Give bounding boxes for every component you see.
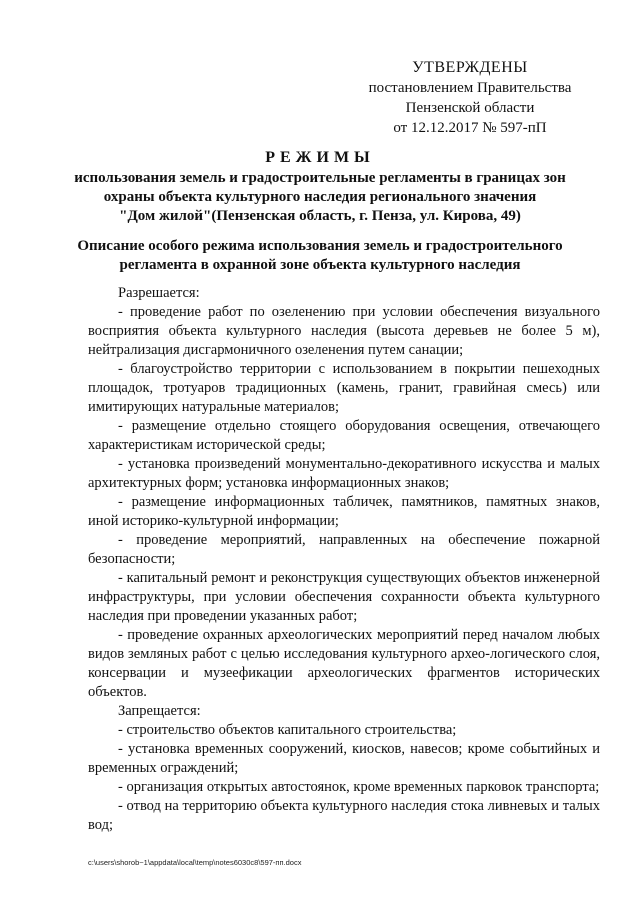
approval-line: Пензенской области <box>405 100 535 116</box>
title-line: "Дом жилой"(Пензенская область, г. Пенза, ул. Кирова, 49) <box>119 208 521 224</box>
list-item: - организация открытых автостоянок, кроме временных парковок транспорта; <box>118 779 600 795</box>
list-item: - проведение мероприятий, направленных на обеспечение пожарной безопасности; <box>88 532 600 567</box>
title-line: использования земель и градостроительные регламенты в границах зон <box>74 170 566 186</box>
subtitle-line: регламента в охранной зоне объекта культурного наследия <box>119 257 521 273</box>
title-line: охраны объекта культурного наследия регионального значения <box>103 189 537 205</box>
list-item: - строительство объектов капитального строительства; <box>118 722 457 738</box>
subtitle-line: Описание особого режима использования земель и градостроительного <box>77 238 563 254</box>
list-item: - размещение отдельно стоящего оборудования освещения, отвечающего характеристикам исторической среды; <box>88 418 600 453</box>
approval-line: постановлением Правительства <box>368 80 572 96</box>
title-heading: РЕЖИМЫ <box>265 149 375 166</box>
document-body <box>88 284 600 835</box>
approval-date: от 12.12.2017 № 597-пП <box>393 120 547 136</box>
list-item: - отвод на территорию объекта культурного наследия стока ливневых и талых вод; <box>88 798 600 833</box>
approval-block <box>345 58 595 138</box>
section-subtitle <box>60 237 580 275</box>
approval-title: УТВЕРЖДЕНЫ <box>412 59 528 76</box>
list-item: - размещение информационных табличек, памятников, памятных знаков, иной историко-культурной информации; <box>88 494 600 529</box>
prohibited-header: Запрещается: <box>118 703 201 719</box>
allowed-header: Разрешается: <box>118 285 200 301</box>
list-item: - благоустройство территории с использованием в покрытии пешеходных площадок, тротуаров традиционных (камень, гранит, гравийная смесь) или имитирующих натуральные материалов; <box>88 361 600 415</box>
document-title <box>60 148 580 226</box>
list-item: - установка произведений монументально-декоративного искусства и малых архитектурных форм; установка информационных знаков; <box>88 456 600 491</box>
list-item: - капитальный ремонт и реконструкция существующих объектов инженерной инфраструктуры, при условии обеспечения сохранности объекта культурного наследия при проведении указанных работ; <box>88 570 600 624</box>
file-path-footer: c:\users\shorob~1\appdata\local\temp\notes6030c8\597-пп.docx <box>88 858 302 867</box>
list-item: - проведение работ по озеленению при условии обеспечения визуального восприятия объекта культурного наследия (высота деревьев не более 5 м), нейтрализация дисгармоничного озеленения путем санации; <box>88 304 600 358</box>
list-item: - проведение охранных археологических мероприятий перед началом любых видов земляных работ с целью исследования культурного архео-логического слоя, консервации и музеефикации археологических фрагментов исторических объектов. <box>88 627 600 700</box>
list-item: - установка временных сооружений, киосков, навесов; кроме событийных и временных ограждений; <box>88 741 600 776</box>
